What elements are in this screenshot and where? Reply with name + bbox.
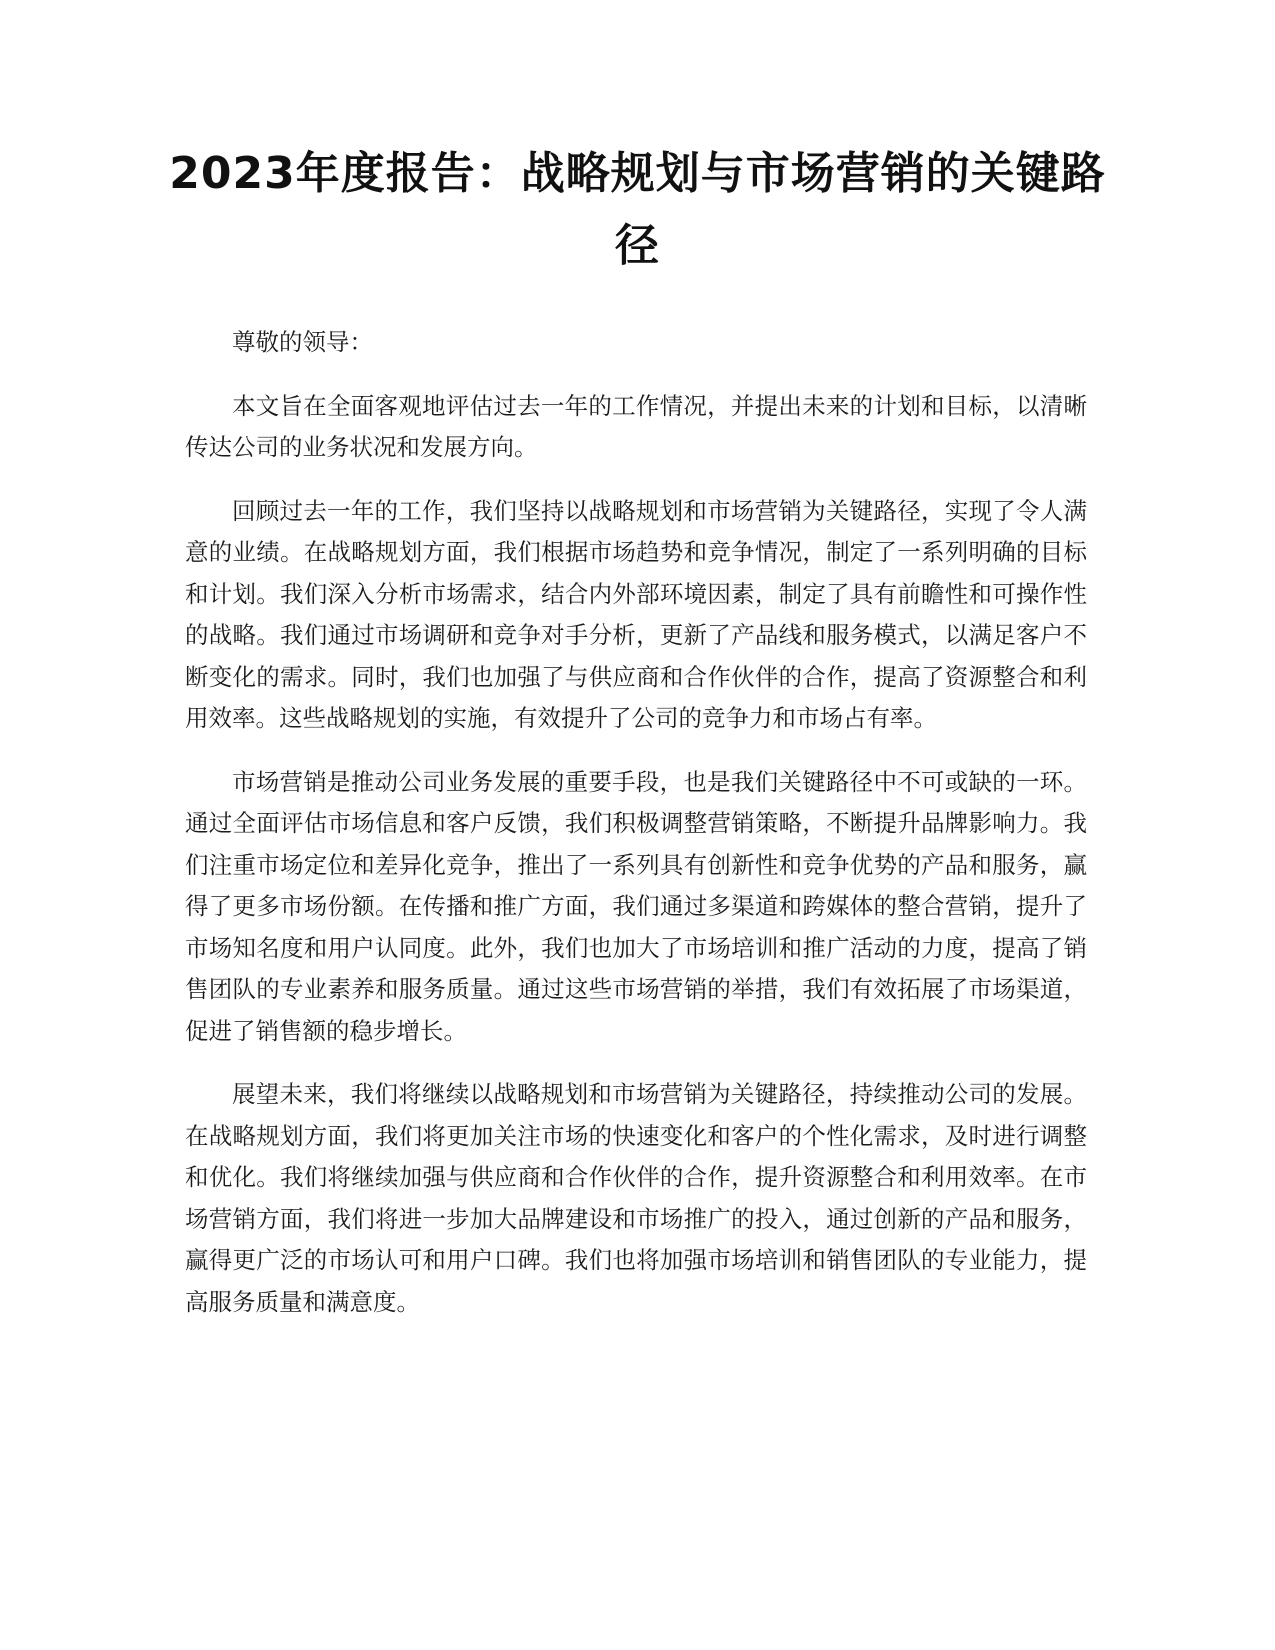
document-title: 2023年度报告：战略规划与市场营销的关键路径 [169, 148, 1106, 271]
paragraph-review: 回顾过去一年的工作，我们坚持以战略规划和市场营销为关键路径，实现了令人满意的业绩。在战略规划方面，我们根据市场趋势和竞争情况，制定了一系列明确的目标和计划。我们深入分析市场需求，结合内外部环境因素，制定了具有前瞻性和可操作性的战略。我们通过市场调研和竞争对手分析，更新了产品线和服务模式，以满足客户不断变化的需求。同时，我们也加强了与供应商和合作伙伴的合作，提高了资源整合和利用效率。这些战略规划的实施，有效提升了公司的竞争力和市场占有率。 [185, 496, 1087, 732]
salutation: 尊敬的领导： [232, 328, 373, 356]
paragraph-outlook: 展望未来，我们将继续以战略规划和市场营销为关键路径，持续推动公司的发展。在战略规划方面，我们将更加关注市场的快速变化和客户的个性化需求，及时进行调整和优化。我们将继续加强与供应商和合作伙伴的合作，提升资源整合和利用效率。在市场营销方面，我们将进一步加大品牌建设和市场推广的投入，通过创新的产品和服务，赢得更广泛的市场认可和用户口碑。我们也将加强市场培训和销售团队的专业能力，提高服务质量和满意度。 [185, 1080, 1087, 1316]
paragraph-marketing: 市场营销是推动公司业务发展的重要手段，也是我们关键路径中不可或缺的一环。通过全面评估市场信息和客户反馈，我们积极调整营销策略，不断提升品牌影响力。我们注重市场定位和差异化竞争，推出了一系列具有创新性和竞争优势的产品和服务，赢得了更多市场份额。在传播和推广方面，我们通过多渠道和跨媒体的整合营销，提升了市场知名度和用户认同度。此外，我们也加大了市场培训和推广活动的力度，提高了销售团队的专业素养和服务质量。通过这些市场营销的举措，我们有效拓展了市场渠道，促进了销售额的稳步增长。 [185, 767, 1087, 1045]
paragraph-intro: 本文旨在全面客观地评估过去一年的工作情况，并提出未来的计划和目标，以清晰传达公司的业务状况和发展方向。 [185, 391, 1087, 461]
document-body [185, 322, 1087, 1345]
